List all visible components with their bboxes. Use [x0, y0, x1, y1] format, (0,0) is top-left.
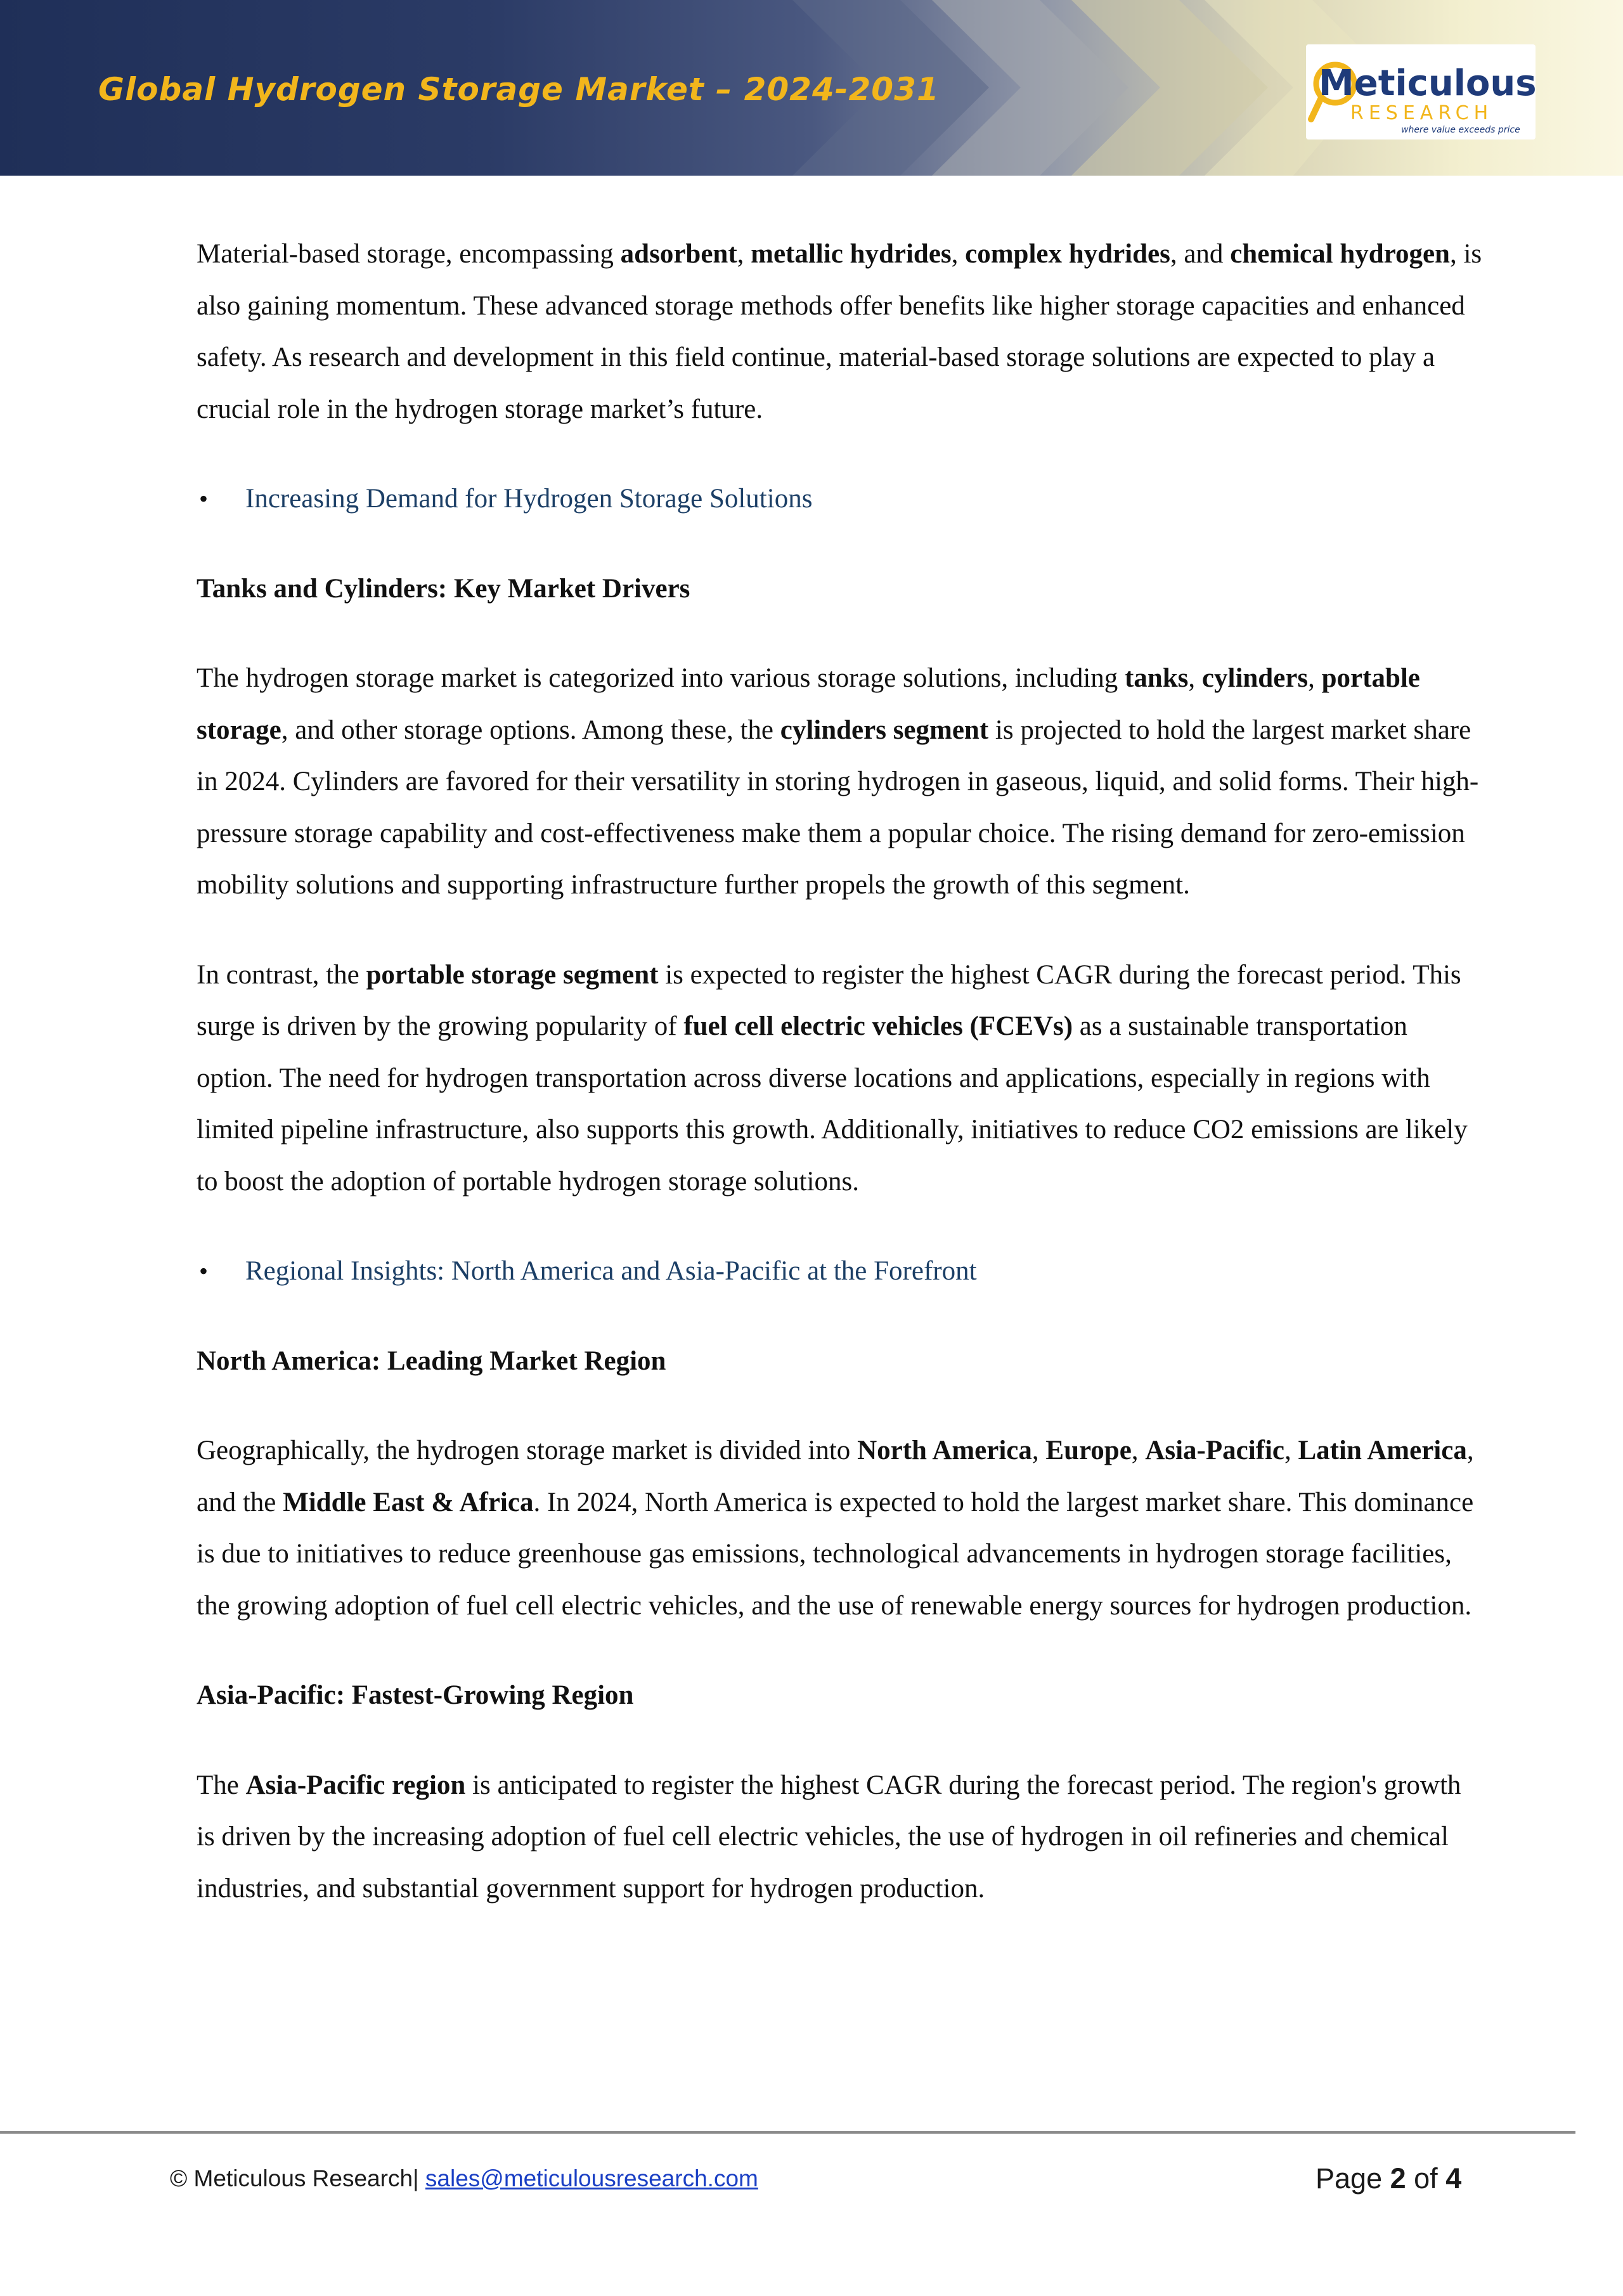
footer-divider — [0, 2131, 1575, 2134]
text-run: , — [737, 239, 751, 269]
paragraph-material-storage — [197, 228, 1484, 435]
section-heading: North America: Leading Market Region — [197, 1346, 666, 1376]
total-pages: 4 — [1445, 2162, 1462, 2195]
text-run: . In 2024, North America is expected to hold the largest market share. This dominance is due to initiatives to reduce greenhouse gas emissions, technological advancements in hydrogen storage facilities, the growing adoption of fuel cell electric vehicles, and the use of renewable energy sources for hydrogen production. — [197, 1487, 1474, 1621]
logo-subtitle: RESEARCH — [1350, 102, 1494, 124]
text-run: Geographically, the hydrogen storage market is divided into — [197, 1436, 858, 1465]
bullet-icon: • — [199, 484, 209, 513]
text-run: Material-based storage, encompassing — [197, 239, 621, 269]
text-run: The hydrogen storage market is categorized into various storage solutions, including — [197, 663, 1125, 693]
bold-term: cylinders — [1201, 663, 1309, 693]
bold-term: cylinders segment — [780, 715, 989, 745]
text-run: , — [1284, 1436, 1298, 1465]
document-title: Global Hydrogen Storage Market – 2024-2031 — [98, 71, 940, 108]
bold-term: portable storage — [197, 663, 1420, 745]
text-run: , — [1188, 663, 1202, 693]
bold-term: Middle East & Africa — [283, 1487, 534, 1517]
text-run: , — [1131, 1436, 1146, 1465]
text-run: , — [951, 239, 966, 269]
paragraph-asia-pacific — [197, 1760, 1484, 1915]
bold-term: chemical hydrogen — [1230, 239, 1450, 269]
text-run: The — [197, 1770, 246, 1800]
bold-term: Asia-Pacific — [1145, 1436, 1284, 1465]
section-heading: Asia-Pacific: Fastest-Growing Region — [197, 1680, 634, 1710]
copyright-text: © Meticulous Research| — [170, 2165, 425, 2191]
bold-term: tanks — [1125, 663, 1189, 693]
page-label: Page — [1316, 2162, 1390, 2195]
bullet-text: Increasing Demand for Hydrogen Storage Solutions — [245, 484, 813, 514]
text-run: , is also gaining momentum. These advanced storage methods offer benefits like higher storage capacities and enhanced safety. As research and development in this field continue, material-based storage solutions are expected to play a crucial role in the hydrogen storage market’s future. — [197, 239, 1482, 424]
page-of-label: of — [1406, 2162, 1446, 2195]
company-logo — [1306, 44, 1536, 139]
header-banner — [0, 0, 1623, 176]
section-heading: Tanks and Cylinders: Key Market Drivers — [197, 573, 690, 604]
text-run: is expected to register the highest CAGR during the forecast period. This surge is driven by the growing popularity of — [197, 959, 1461, 1041]
bold-term: portable storage segment — [366, 959, 659, 990]
footer-copyright — [170, 2165, 758, 2192]
bold-term: Asia-Pacific region — [245, 1770, 466, 1800]
document-body — [197, 228, 1484, 1914]
bullet-icon: • — [199, 1257, 209, 1285]
bold-term: North America — [857, 1436, 1032, 1465]
bold-term: Europe — [1045, 1436, 1132, 1465]
paragraph-tanks-cylinders — [197, 652, 1484, 911]
bullet-text: Regional Insights: North America and Asia-Pacific at the Forefront — [245, 1256, 977, 1286]
text-run: is anticipated to register the highest CAGR during the forecast period. The region's growth is driven by the increasing adoption of fuel cell electric vehicles, the use of hydrogen in oil refineries and chemical industries, and substantial government support for hydrogen production. — [197, 1770, 1461, 1904]
bullet-item — [197, 1245, 1484, 1297]
text-run: is projected to hold the largest market share in 2024. Cylinders are favored for their versatility in storing hydrogen in gaseous, liquid, and solid forms. Their high-pressure storage capability and cost-effectiveness make them a popular choice. The rising demand for zero-emission mobility solutions and supporting infrastructure further propels the growth of this segment. — [197, 715, 1479, 900]
text-run: , and the — [197, 1436, 1474, 1517]
paragraph-portable-storage — [197, 949, 1484, 1208]
text-run: , — [1031, 1436, 1046, 1465]
page-number — [1316, 2162, 1461, 2195]
text-run: In contrast, the — [197, 959, 366, 990]
bold-term: complex hydrides — [965, 239, 1170, 269]
bullet-item — [197, 473, 1484, 525]
bold-term: fuel cell electric vehicles (FCEVs) — [683, 1011, 1073, 1041]
logo-tagline: where value exceeds price — [1401, 125, 1520, 135]
text-run: , — [1308, 663, 1322, 693]
text-run: as a sustainable transportation option. The need for hydrogen transportation across diverse locations and applications, especially in regions with limited pipeline infrastructure, also supports this growth. Additionally, initiatives to reduce CO2 emissions are likely to boost the adoption of portable hydrogen storage solutions. — [197, 1011, 1468, 1197]
text-run: , and other storage options. Among these, the — [281, 715, 780, 745]
bold-term: adsorbent — [620, 239, 737, 269]
logo-name: Meticulous — [1319, 63, 1537, 104]
paragraph-north-america — [197, 1425, 1484, 1631]
current-page: 2 — [1390, 2162, 1406, 2195]
email-link[interactable]: sales@meticulousresearch.com — [425, 2165, 758, 2191]
bold-term: Latin America — [1298, 1436, 1467, 1465]
text-run: , and — [1170, 239, 1231, 269]
bold-term: metallic hydrides — [751, 239, 952, 269]
